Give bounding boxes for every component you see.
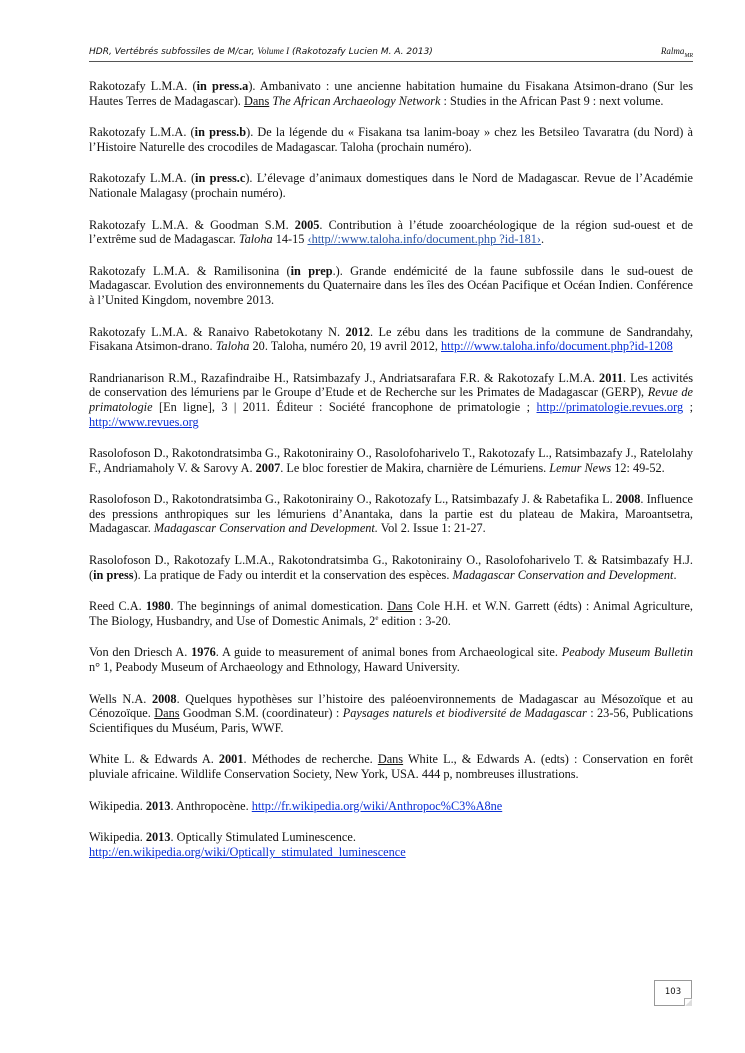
- ref-text: Wikipedia.: [89, 798, 146, 813]
- ref-year: 2012: [345, 324, 371, 339]
- ref-text: Rakotozafy L.M.A. (: [89, 125, 195, 140]
- ref-source: Madagascar Conservation and Development.: [153, 521, 378, 536]
- ref-text: White L. & Edwards A.: [89, 752, 219, 767]
- ref-text: .: [540, 232, 545, 247]
- ref-text: Rakotozafy L.M.A. (: [89, 171, 196, 186]
- ref-year: 2008: [615, 492, 641, 507]
- header-title-main: HDR, Vertébrés subfossiles de M/car,: [89, 47, 255, 57]
- ref-text: ). Ambanivato : une ancienne habitation humaine du Fisakana Atsimon-drano (Sur les Hautes Terres de Madagascar).: [89, 79, 694, 108]
- ref-source: The African Archaeology Network: [272, 93, 441, 108]
- header-title: [89, 46, 433, 57]
- ref-year: 2008: [151, 691, 177, 706]
- reference-entry: [89, 264, 693, 308]
- reference-entry: [89, 553, 693, 582]
- ref-text: 14-15: [272, 232, 308, 247]
- ref-year: 2005: [294, 217, 320, 232]
- ref-status: in press.b: [194, 125, 247, 140]
- ref-text: . A guide to measurement of animal bones from Archaeological site.: [215, 645, 562, 660]
- ref-text: Cole H.H. et W.N. Garrett (édts) : Animal Agriculture, The Biology, Husbandry, and Use of Domestic Animals, 2: [89, 599, 693, 628]
- header-initials-main: Ralma: [660, 46, 685, 56]
- ref-text: Vol 2. Issue 1: 21-27.: [377, 521, 486, 536]
- ref-status: in press: [93, 567, 134, 582]
- ref-text: Rakotozafy L.M.A. & Ramilisonina (: [89, 263, 291, 278]
- ref-text: Wells N.A.: [89, 691, 152, 706]
- reference-entry: [89, 599, 693, 628]
- ref-link[interactable]: http://primatologie.revues.org: [536, 399, 684, 414]
- ref-year: 1976: [191, 645, 216, 660]
- ref-text: Reed C.A.: [89, 599, 146, 614]
- reference-entry: [89, 799, 693, 814]
- ref-text: ). L’élevage d’animaux domestiques dans le Nord de Madagascar. Revue de l’Académie Nationale Malagasy (prochain numéro).: [89, 171, 693, 200]
- header-initials: [661, 46, 693, 59]
- ref-source: Revue de primatologie: [89, 385, 693, 414]
- ref-text: . Optically Stimulated Luminescence.: [170, 830, 356, 845]
- running-header: [89, 44, 693, 62]
- ref-year: 2013: [145, 830, 171, 845]
- reference-entry: [89, 171, 693, 200]
- ref-dans: Dans: [243, 93, 270, 108]
- ref-text: Goodman S.M. (coordinateur) :: [179, 706, 343, 721]
- ref-text: . Quelques hypothèses sur l’histoire des paléoenvironnements de Madagascar au Mésozoïque et au Cénozoïque.: [89, 691, 693, 721]
- ref-year: 2001: [218, 752, 244, 767]
- ref-text: 20. Taloha, numéro 20, 19 avril 2012,: [249, 339, 441, 354]
- ref-source: Peabody Museum Bulletin: [561, 645, 693, 660]
- ref-text: . Méthodes de recherche.: [243, 752, 378, 767]
- ref-link[interactable]: http://fr.wikipedia.org/wiki/Anthropoc%C3%A8ne: [251, 798, 503, 813]
- ref-source: Taloha: [238, 232, 273, 247]
- header-initials-sub: MR: [684, 52, 693, 59]
- page-number: 103: [664, 987, 682, 997]
- ref-text: ). La pratique de Fady ou interdit et la conservation des espèces.: [133, 567, 453, 582]
- ref-text: Wikipedia.: [89, 830, 146, 845]
- ref-text: ;: [683, 399, 693, 414]
- ref-source: Madagascar Conservation and Development: [452, 567, 674, 582]
- ref-year: 2013: [145, 798, 171, 813]
- reference-entry: [89, 218, 693, 247]
- ref-superscript: e: [375, 613, 379, 622]
- ref-text: Rasolofoson D., Rakotondratsimba G., Rakotonirainy O., Rasolofoharivelo T., Rakotozafy L., Ratsimbazafy J., Ratelolahy F., Andriamaholy V. & Sarovy A.: [89, 446, 693, 475]
- ref-text: ). De la légende du « Fisakana tsa lanim-boay » chez les Betsileo Tavaratra (du Nord) à l’Histoire Naturelle des crocodiles de Madagascar. Taloha (prochain numéro).: [89, 125, 693, 154]
- reference-list: [89, 79, 693, 876]
- ref-text: edition : 3-20.: [378, 613, 451, 628]
- ref-text: Rasolofoson D., Rakotozafy L.M.A., Rakotondratsimba G., Rakotonirainy O., Rasolofoharivelo T. & Ratsimbazafy H.J. (: [89, 553, 693, 582]
- ref-text: Rakotozafy L.M.A. & Ranaivo Rabetokotany N.: [89, 324, 346, 339]
- ref-dans: Dans: [154, 706, 180, 721]
- ref-text: Rakotozafy L.M.A. (: [89, 79, 197, 93]
- ref-source: Lemur News: [549, 460, 612, 475]
- ref-text: White L., & Edwards A. (edts) : Conservation en forêt pluviale africaine. Wildlife Conservation Society, New York, USA. 444 p, nombreuses illustrations.: [89, 752, 694, 781]
- ref-text: Rasolofoson D., Rakotondratsimba G., Rakotonirainy O., Rakotozafy L., Ratsimbazafy J. & Rabetafika L.: [89, 492, 616, 507]
- ref-text: : 23-56, Publications Scientifiques du Muséum, Paris, WWF.: [89, 706, 693, 735]
- ref-text: . The beginnings of animal domestication.: [170, 599, 388, 614]
- ref-text: Randrianarison R.M., Razafindraibe H., Ratsimbazafy J., Andriatsarafara F.R. & Rakotozafy L.M.A.: [89, 370, 600, 385]
- ref-text: : Studies in the African Past 9 : next volume.: [440, 93, 664, 108]
- ref-status: in press.a: [196, 79, 249, 93]
- ref-source: Taloha: [215, 339, 250, 354]
- ref-text: . Anthropocène.: [170, 798, 252, 813]
- reference-entry: [89, 446, 693, 475]
- ref-text: Rakotozafy L.M.A. & Goodman S.M.: [89, 217, 295, 232]
- ref-text: .). Grande endémicité de la faune subfossile dans le sud-ouest de Madagascar. Evolution des environnements du Quaternaire dans les îles des Océan Pacifique et Océan Indien. Conférence à l’United Kingdom, novembre 2013.: [89, 263, 693, 307]
- ref-text: .: [673, 567, 677, 582]
- ref-link[interactable]: http://en.wikipedia.org/wiki/Optically_stimulated_luminescence: [89, 844, 406, 859]
- reference-entry: [89, 325, 693, 354]
- header-volume: Volume I: [257, 46, 290, 56]
- reference-entry: [89, 830, 693, 859]
- reference-entry: [89, 645, 693, 674]
- ref-text: [En ligne], 3 | 2011. Éditeur : Société francophone de primatologie ;: [152, 399, 537, 414]
- header-author: (Rakotozafy Lucien M. A. 2013): [291, 47, 433, 57]
- ref-status: in prep: [290, 263, 333, 278]
- ref-text: . Le bloc forestier de Makira, charnière de Lémuriens.: [280, 460, 550, 475]
- ref-year: 2007: [255, 460, 281, 475]
- reference-entry: [89, 371, 693, 429]
- reference-entry: [89, 79, 693, 108]
- ref-dans: Dans: [387, 599, 413, 614]
- ref-source: Paysages naturels et biodiversité de Madagascar: [342, 706, 587, 721]
- ref-link[interactable]: ‹http//:www.taloha.info/document.php ?id-181›: [307, 232, 541, 247]
- ref-text: n° 1, Peabody Museum of Archaeology and Ethnology, Haward University.: [89, 660, 460, 675]
- ref-text: . Influence des pressions anthropiques sur les lémuriens d’Anantaka, dans la partie est du plateau de Makira, Maroantsetra, Madagascar.: [89, 492, 693, 536]
- ref-dans: Dans: [377, 752, 404, 767]
- ref-text: . Les activités de conservation des lémuriens par le Groupe d’Etude et de Recherche sur les Primates de Madagascar (GERP),: [89, 370, 693, 400]
- ref-text: 12: 49-52.: [611, 460, 665, 475]
- page-number-box: [654, 980, 692, 1006]
- ref-status: in press.c: [195, 171, 246, 186]
- ref-year: 1980: [145, 599, 171, 614]
- reference-entry: [89, 125, 693, 154]
- ref-year: 2011: [599, 370, 623, 385]
- reference-entry: [89, 492, 693, 536]
- ref-link[interactable]: http:///www.taloha.info/document.php?id-1208: [441, 339, 673, 354]
- ref-text: Von den Driesch A.: [89, 645, 192, 660]
- ref-text: . Contribution à l’étude zooarchéologique de la région sud-ouest et de l’extrême sud de Madagascar.: [89, 217, 693, 247]
- reference-entry: [89, 752, 693, 781]
- page-curl-decoration: [684, 998, 692, 1006]
- ref-link[interactable]: http://www.revues.org: [89, 414, 199, 429]
- reference-entry: [89, 692, 693, 736]
- ref-text: . Le zébu dans les traditions de la commune de Sandrandahy, Fisakana Atsimon-drano.: [89, 324, 693, 354]
